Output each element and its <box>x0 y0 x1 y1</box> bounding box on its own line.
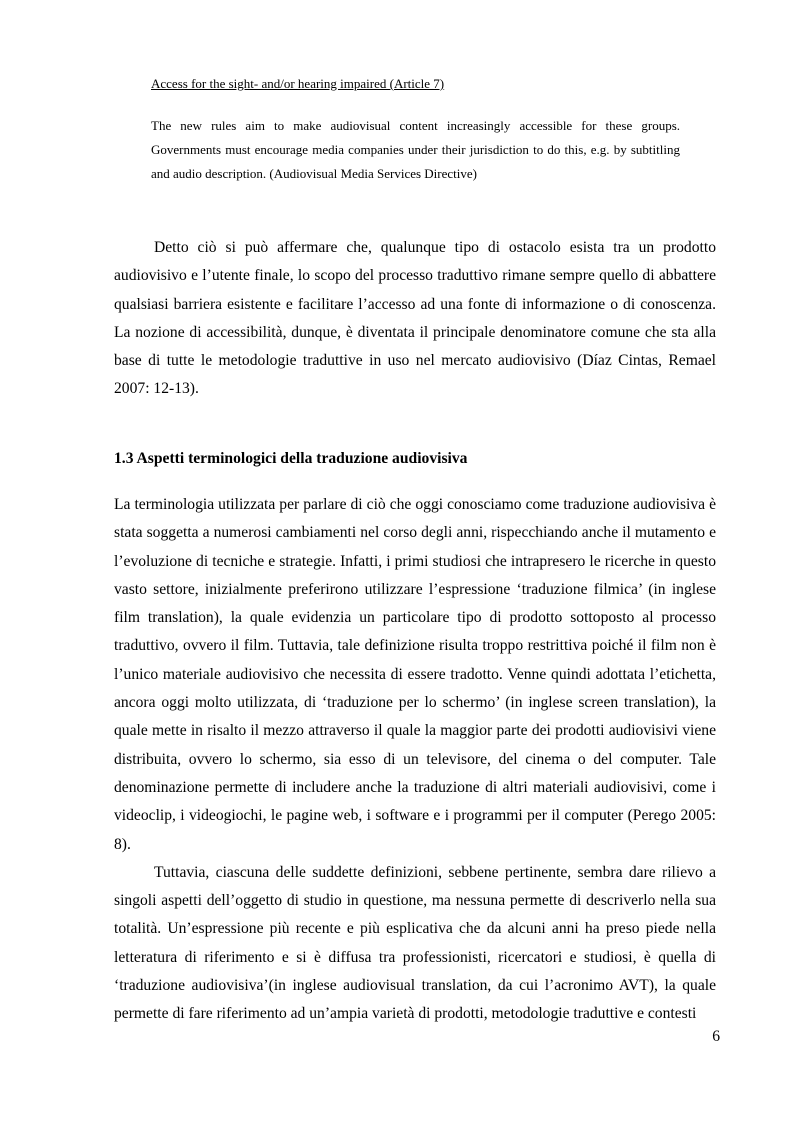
section-heading: 1.3 Aspetti terminologici della traduzione audiovisiva <box>114 450 468 467</box>
section-body <box>114 491 716 1029</box>
quote-heading: Access for the sight- and/or hearing impaired (Article 7) <box>151 76 445 91</box>
block-quote <box>151 76 680 186</box>
section-paragraph-2: Tuttavia, ciascuna delle suddette definizioni, sebbene pertinente, sembra dare rilievo a singoli aspetti dell’oggetto di studio in questione, ma nessuna permette di descriverlo nella sua totalità. Un’espressione più recente e più esplicativa che da alcuni anni ha preso piede nella letteratura di riferimento e si è diffusa tra professionisti, ricercatori e studiosi, è quella di ‘traduzione audiovisiva’(in inglese audiovisual translation, da cui l’acronimo AVT), la quale permette di fare riferimento ad un’ampia varietà di prodotti, metodologie traduttive e contesti <box>114 863 716 1023</box>
paragraph-1-text: Detto ciò si può affermare che, qualunque tipo di ostacolo esista tra un prodotto audiovisivo e l’utente finale, lo scopo del processo traduttivo rimane sempre quello di abbattere qualsiasi barriera esistente e facilitare l’accesso ad una fonte di informazione o di conoscenza. La nozione di accessibilità, dunque, è diventata il principale denominatore comune che sta alla base di tutte le metodologie traduttive in uso nel mercato audiovisivo (Díaz Cintas, Remael 2007: 12-13). <box>114 239 716 398</box>
section-paragraph-1: La terminologia utilizzata per parlare di ciò che oggi conosciamo come traduzione audiovisiva è stata soggetta a numerosi cambiamenti nel corso degli anni, rispecchiando anche il mutamento e l’evoluzione di tecniche e strategie. Infatti, i primi studiosi che intrapresero le ricerche in questo vasto settore, inizialmente preferirono utilizzare l’espressione ‘traduzione filmica’ (in inglese film translation), la quale evidenzia un particolare tipo di prodotto sottoposto al processo traduttivo, ovvero il film. Tuttavia, tale definizione risulta troppo restrittiva poiché il film non è l’unico materiale audiovisivo che necessita di essere tradotto. Venne quindi adottata l’etichetta, ancora oggi molto utilizzata, di ‘traduzione per lo schermo’ (in inglese screen translation), la quale mette in risalto il mezzo attraverso il quale la maggior parte dei prodotti audiovisivi viene distribuita, ovvero lo schermo, sia esso di un televisore, del cinema o del computer. Tale denominazione permette di includere anche la traduzione di altri materiali audiovisivi, come i videoclip, i videogiochi, le pagine web, i software e i programmi per il computer (Perego 2005: 8). <box>114 496 716 853</box>
quote-text: The new rules aim to make audiovisual content increasingly accessible for these groups. Governments must encourage media companies under their jurisdiction to do this, e.g. by subtitling and audio description. (Audiovisual Media Services Directive) <box>151 118 680 181</box>
page-number: 6 <box>712 1028 720 1045</box>
paragraph-1 <box>114 234 716 404</box>
